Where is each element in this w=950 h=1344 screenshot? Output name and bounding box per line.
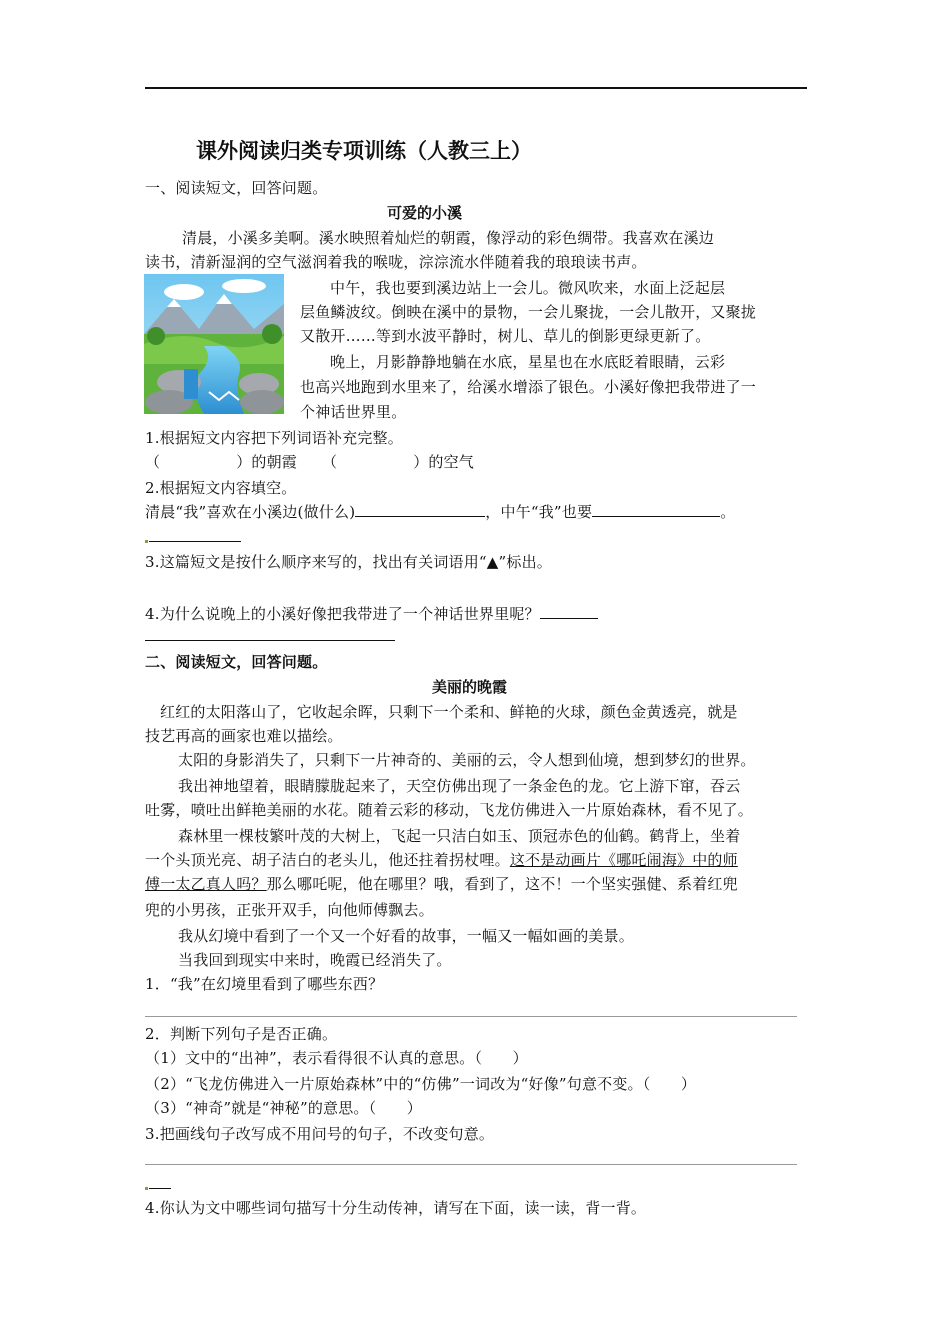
edit-mark-2 — [145, 1187, 148, 1190]
s1-p2-line3: 又散开……等到水波平静时，树儿、草儿的倒影更绿更新了。 — [300, 327, 711, 345]
s1-p1-line1: 清晨，小溪多美啊。溪水映照着灿烂的朝霞，像浮动的彩色绸带。我喜欢在溪边 — [182, 229, 715, 247]
s2-line-1: 红红的太阳落山了，它收起余晖，只剩下一个柔和、鲜艳的火球，颜色金黄透亮，就是 — [160, 703, 738, 721]
s1-q1-blank-a[interactable]: （ ）的朝霞 — [145, 453, 298, 471]
s1-q2-text-a: 清晨“我”喜欢在小溪边(做什么) — [145, 503, 356, 521]
s1-p3-line1: 晚上，月影静静地躺在水底，星星也在水底眨着眼睛，云彩 — [330, 353, 726, 371]
s1-p3-line2: 也高兴地跑到水里来了，给溪水增添了银色。小溪好像把我带进了一 — [300, 378, 757, 396]
s1-q1-blank-b[interactable]: （ ）的空气 — [322, 453, 475, 471]
s2-line-6: 森林里一棵枝繁叶茂的大树上，飞起一只洁白如玉、顶冠赤色的仙鹤。鹤背上，坐着 — [178, 827, 741, 845]
edit-mark — [145, 540, 148, 543]
s1-question-4: 4.为什么说晚上的小溪好像把我带进了一个神话世界里呢？ — [145, 605, 540, 623]
s2-question-2: 2．判断下列句子是否正确。 — [145, 1025, 338, 1043]
s1-question-4-line — [145, 602, 598, 627]
s2-q2-item-1[interactable]: （1）文中的“出神”，表示看得很不认真的意思。（ ） — [145, 1049, 528, 1067]
s1-question-1: 1.根据短文内容把下列词语补充完整。 — [145, 429, 403, 447]
s2-question-4: 4.你认为文中哪些词句描写十分生动传神，请写在下面，读一读，背一背。 — [145, 1199, 647, 1217]
s2-underlined-sentence-part1: 这不是动画片《哪吒闹海》中的师 — [509, 851, 738, 869]
s2-q3-answer-line[interactable] — [145, 1164, 797, 1165]
s1-q4-answer-blank[interactable] — [540, 602, 598, 619]
section1-passage-title: 可爱的小溪 — [387, 204, 463, 222]
s2-line-7-text: 一个头顶光亮、胡子洁白的老头儿，他还拄着拐杖哩。 — [145, 851, 510, 869]
s2-line-11: 当我回到现实中来时，晚霞已经消失了。 — [178, 951, 452, 969]
s1-q2-text-end: 。 — [720, 503, 736, 521]
s1-q2-answer-blank-1[interactable] — [355, 500, 485, 517]
s1-question-3: 3.这篇短文是按什么顺序来写的，找出有关词语用“▲”标出。 — [145, 553, 552, 571]
s1-q4-answer-line[interactable] — [145, 640, 395, 641]
s2-line-4: 我出神地望着，眼睛朦胧起来了，天空仿佛出现了一条金色的龙。它上游下窜，吞云 — [178, 777, 741, 795]
s2-line-7 — [145, 848, 738, 873]
s2-question-1: 1．“我”在幻境里看到了哪些东西？ — [145, 975, 384, 993]
section2-heading: 二、阅读短文，回答问题。 — [145, 653, 328, 671]
s1-q2-continuation-line[interactable] — [149, 541, 241, 542]
s2-q3-continuation-line[interactable] — [149, 1188, 171, 1189]
s2-q2-item-3[interactable]: （3）“神奇”就是“神秘”的意思。（ ） — [145, 1099, 422, 1117]
s2-q1-answer-line[interactable] — [145, 1016, 797, 1017]
s1-p3-line3: 个神话世界里。 — [300, 403, 407, 421]
s2-line-9: 兜的小男孩，正张开双手，向他师傅飘去。 — [145, 901, 434, 919]
section2-passage-title: 美丽的晚霞 — [432, 678, 508, 696]
s1-p1-line2: 读书，清新湿润的空气滋润着我的喉咙，淙淙流水伴随着我的琅琅读书声。 — [145, 253, 647, 271]
s2-line-3: 太阳的身影消失了，只剩下一片神奇的、美丽的云，令人想到仙境，想到梦幻的世界。 — [178, 751, 756, 769]
s2-line-10: 我从幻境中看到了一个又一个好看的故事，一幅又一幅如画的美景。 — [178, 927, 635, 945]
s2-line-2: 技艺再高的画家也难以描绘。 — [145, 727, 343, 745]
s1-q2-line — [145, 500, 735, 525]
s1-question-2: 2.根据短文内容填空。 — [145, 479, 297, 497]
s1-p2-line2: 层鱼鳞波纹。倒映在溪中的景物，一会儿聚拢，一会儿散开，又聚拢 — [300, 303, 757, 321]
s2-q2-item-2[interactable]: （2）“飞龙仿佛进入一片原始森林”中的“仿佛”一词改为“好像”句意不变。（ ） — [145, 1075, 697, 1093]
s2-line-8 — [145, 872, 738, 897]
header-rule — [145, 87, 807, 89]
s2-underlined-sentence-part2: 傅一太乙真人吗？ — [145, 875, 267, 893]
s1-q2-text-b: ，中午“我”也要 — [485, 503, 593, 521]
section1-heading: 一、阅读短文，回答问题。 — [145, 179, 328, 197]
s2-question-3: 3.把画线句子改写成不用问号的句子，不改变句意。 — [145, 1125, 495, 1143]
s1-p2-line1: 中午，我也要到溪边站上一会儿。微风吹来，水面上泛起层 — [330, 279, 726, 297]
s2-line-8-text: 那么哪吒呢，他在哪里？哦，看到了，这不！一个坚实强健、系着红兜 — [266, 875, 738, 893]
s2-line-5: 吐雾，喷吐出鲜艳美丽的水花。随着云彩的移动，飞龙仿佛进入一片原始森林，看不见了。 — [145, 801, 754, 819]
stream-illustration — [144, 274, 284, 414]
s1-q2-answer-blank-2[interactable] — [592, 500, 720, 517]
page-title: 课外阅读归类专项训练（人教三上） — [196, 138, 532, 163]
